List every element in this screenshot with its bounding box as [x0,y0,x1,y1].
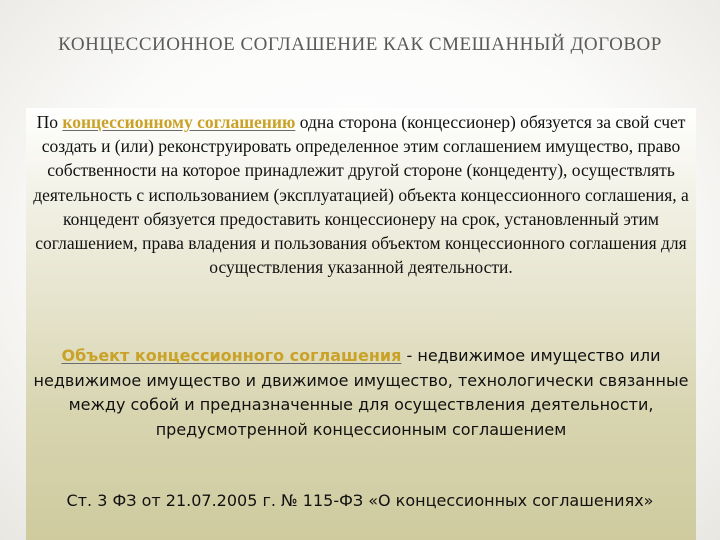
source-citation: Ст. 3 ФЗ от 21.07.2005 г. № 115-ФЗ «О концессионных соглашениях» [66,491,654,510]
object-paragraph [28,344,694,442]
definition-text: одна сторона (концессионер) обязуется за свой счет создать и (или) реконструировать определенное этим соглашением имущество, право собственности на которое принадлежит другой стороне (концеденту), осуществлять деятельность с использованием (эксплуатацией) объекта концессионного соглашения, а концедент обязуется предоставить концессионеру на срок, установленный этим соглашением, права владения и пользования объектом концессионного соглашения для осуществления указанной деятельности. [33,112,689,278]
paragraph-prefix: По [36,112,63,132]
object-definition-text: - недвижимое имущество или недвижимое имущество и движимое имущество, технологически связанные между собой и предназначенные для осуществления деятельности, предусмотренной концессионным соглашением [33,346,689,439]
concession-agreement-link[interactable]: концессионному соглашению [62,112,296,132]
definition-paragraph [28,110,694,279]
object-link[interactable]: Объект концессионного соглашения [61,346,402,365]
slide-title: КОНЦЕССИОННОЕ СОГЛАШЕНИЕ КАК СМЕШАННЫЙ ДОГОВОР [58,34,662,55]
